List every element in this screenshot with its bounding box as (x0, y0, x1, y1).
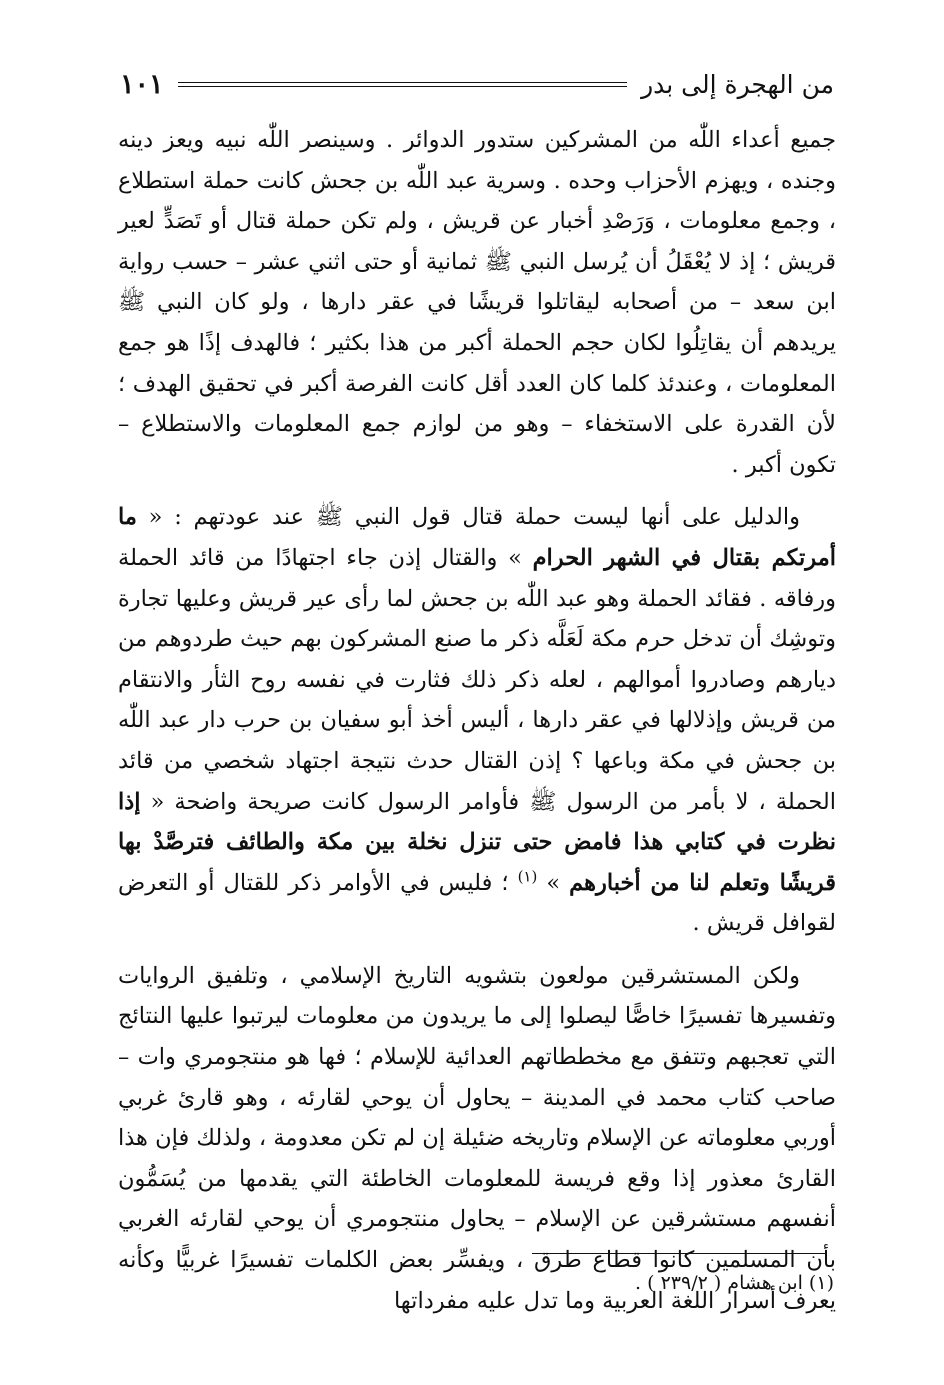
page-number: ١٠١ (120, 68, 164, 100)
paragraph (118, 497, 836, 944)
hadith-quote: إذا نظرت في كتابي هذا فامض حتى تنزل نخلة بين مكة والطائف فترصَّدْ بها قريشًا وتعلم لنا من أخبارهم (118, 788, 836, 896)
paragraph (118, 956, 836, 1321)
chapter-title: من الهجرة إلى بدر (641, 69, 834, 99)
hadith-quote: ما أمرتكم بقتال في الشهر الحرام (118, 504, 836, 571)
footnote-marker: (١) (517, 867, 538, 886)
footnote: (١) ابن هشام ( ٢٣٩/٢ ) . (635, 1272, 834, 1294)
text-segment: » والقتال إذن جاء اجتهادًا من قائد الحملة ورفاقه . فقائد الحملة وهو عبد اللّٰه بن جحش لما رأى عير قريش وعليها تجارة وتوشِك أن تدخل حرم مكة لَعَلَّه ذكر ما صنع المشركون بهم حيث طردوهم من ديارهم وصادروا أموالهم ، لعله ذكر ذلك فثارت في نفسه روح الثأر والانتقام من قريش وإذلالها في عقر دارها ، أليس أخذ أبو سفيان بن حرب دار عبد اللّٰه بن جحش في مكة وباعها ؟ إذن القتال حدث نتيجة اجتهاد شخصي من قائد الحملة ، لا بأمر من الرسول ﷺ فأوامر الرسول كانت صريحة واضحة « (118, 544, 836, 815)
paragraph (118, 120, 836, 485)
footnote-divider (532, 1253, 826, 1254)
main-text (118, 120, 836, 1321)
running-header (120, 62, 834, 106)
text-segment: ؛ فليس في الأوامر ذكر للقتال أو التعرض لقوافل قريش . (118, 869, 836, 937)
text-segment: » (537, 869, 570, 896)
header-divider (178, 82, 628, 87)
text-segment: جميع أعداء اللّٰه من المشركين ستدور الدوائر . وسينصر اللّٰه نبيه ويعز دينه وجنده ، ويهزم الأحزاب وحده . وسرية عبد اللّٰه بن جحش كانت حملة استطلاع ، وجمع معلومات ، وَرَصْدِ أخبار عن قريش ، ولم تكن حملة قتال أو تَصَدٍّ لعير قريش ؛ إذ لا يُعْقَلُ أن يُرسل النبي ﷺ ثمانية أو حتى اثني عشر – حسب رواية ابن سعد – من أصحابه ليقاتلوا قريشًا في عقر دارها ، ولو كان النبي ﷺ يريدهم أن يقاتِلُوا لكان حجم الحملة أكبر من هذا بكثير ؛ فالهدف إذًا هو جمع المعلومات ، وعندئذ كلما كان العدد أقل كانت الفرصة أكبر في تحقيق الهدف ؛ لأن القدرة على الاستخفاء – وهو من لوازم جمع المعلومات والاستطلاع – تكون أكبر . (118, 127, 836, 478)
text-segment: والدليل على أنها ليست حملة قتال قول النبي ﷺ عند عودتهم : « (136, 504, 800, 531)
text-segment: ولكن المستشرقين مولعون بتشويه التاريخ الإسلامي ، وتلفيق الروايات وتفسيرها تفسيرًا خاصًّا ليصلوا إلى ما يريدون من معلومات ليرتبوا عليها النتائج التي تعجبهم وتتفق مع مخططاتهم العدائية للإسلام ؛ فها هو منتجومري وات – صاحب كتاب محمد في المدينة – يحاول أن يوحي لقارئه ، وهو قارئ غربي أوربي معلوماته عن الإسلام وتاريخه ضئيلة إن لم تكن معدومة ، ولذلك فإن هذا القارئ معذور إذا وقع فريسة للمعلومات الخاطئة التي يقدمها من يُسَمُّون أنفسهم مستشرقين عن الإسلام – يحاول منتجومري أن يوحي لقارئه الغربي بأن المسلمين كانوا قطاع طرق ، ويفسِّر بعض الكلمات تفسيرًا غربيًّا وكأنه يعرف أسرار اللغة العربية وما تدل عليه مفرداتها (118, 962, 836, 1314)
